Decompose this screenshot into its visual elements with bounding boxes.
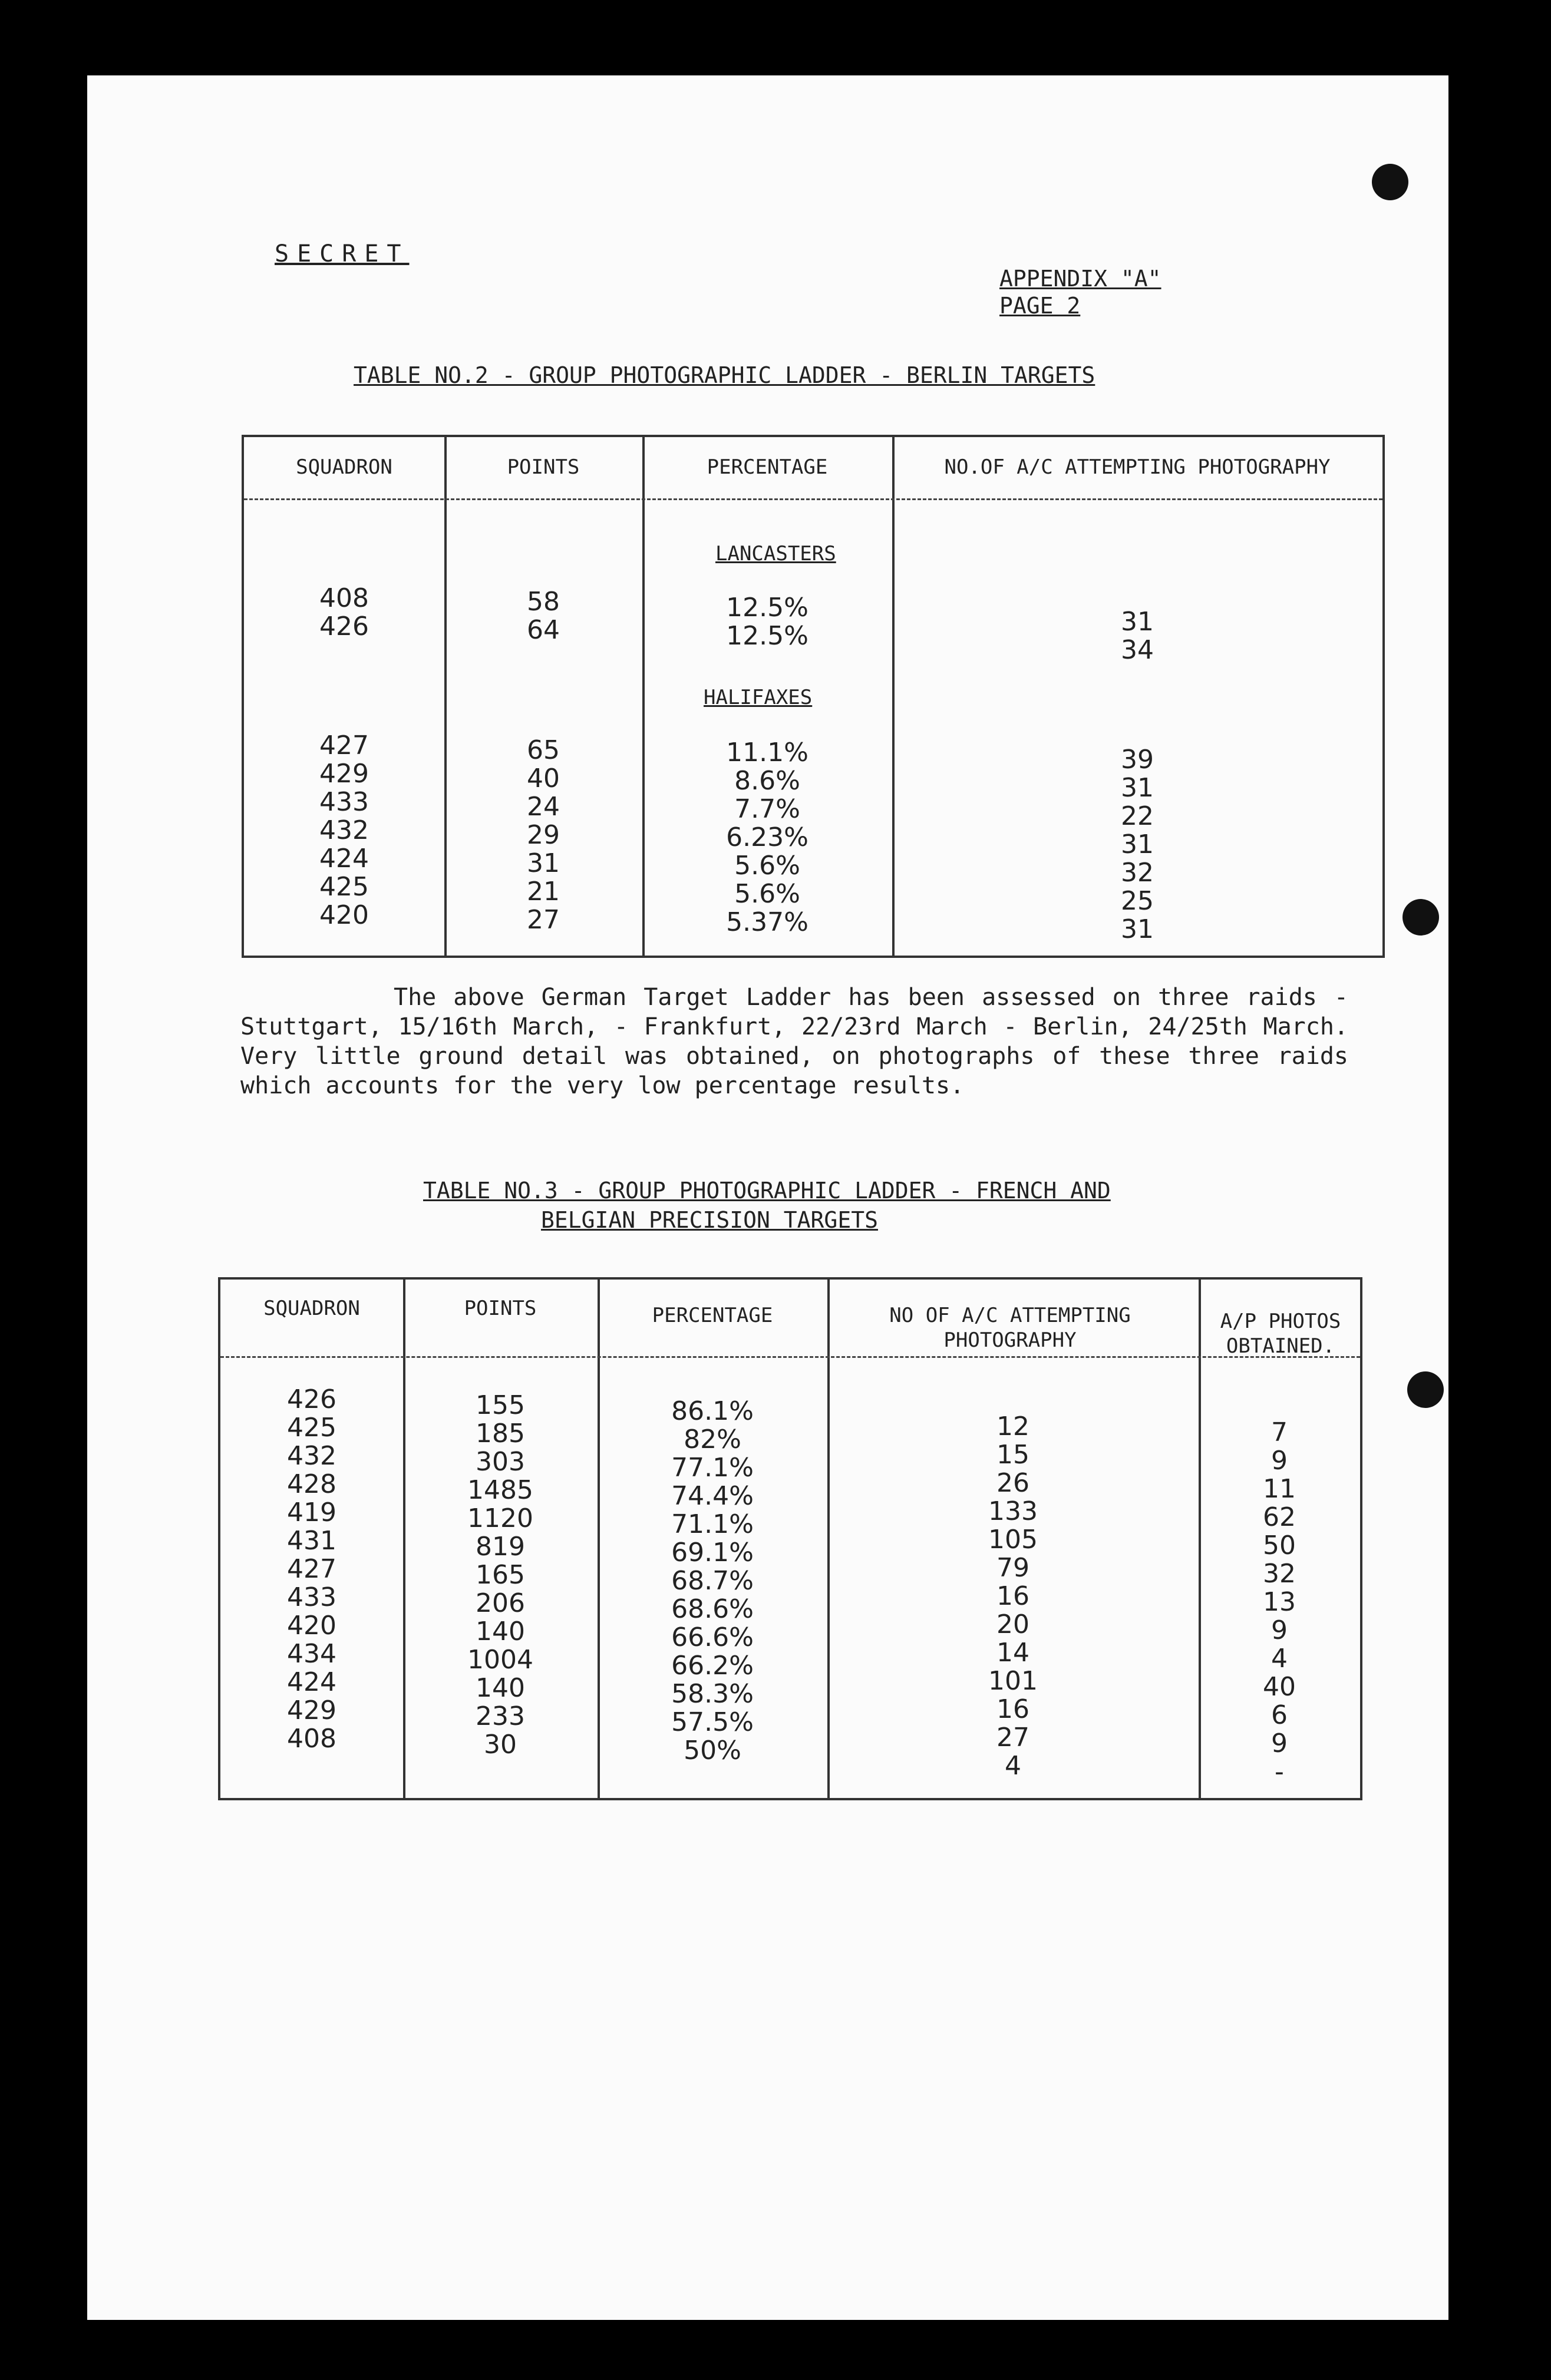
- cell-squadron: 420: [319, 900, 369, 930]
- cell-squadron: 432: [287, 1441, 336, 1471]
- cell-points: 24: [527, 792, 560, 822]
- cell-attempting: 20: [996, 1609, 1029, 1639]
- cell-photos: -: [1275, 1757, 1284, 1787]
- attempting-column: [827, 1413, 1199, 1780]
- cell-squadron: 408: [287, 1724, 336, 1754]
- cell-squadron: 432: [319, 815, 369, 845]
- cell-squadron: 426: [287, 1384, 336, 1414]
- appendix-label: [999, 265, 1161, 319]
- punch-hole: [1402, 899, 1439, 936]
- cell-photos: 50: [1263, 1531, 1296, 1561]
- cell-points: 1485: [467, 1475, 533, 1505]
- col-percentage: PERCENTAGE: [652, 1304, 773, 1327]
- cell-percentage: 58.3%: [671, 1679, 754, 1709]
- cell-attempting: 15: [996, 1440, 1029, 1470]
- cell-attempting: 12: [996, 1412, 1029, 1442]
- cell-percentage: 6.23%: [726, 822, 808, 852]
- cell-points: 31: [527, 848, 560, 878]
- assessment-paragraph: The above German Target Ladder has been assessed on three raids - Stuttgart, 15/16th March, - Frankfurt, 22/23rd March - Berlin, 24/25th March. Very little ground detail was obtained, on photographs of these three raids which accounts for the very low percentage results.: [240, 984, 1348, 1099]
- cell-attempting: 34: [1121, 635, 1154, 665]
- cell-squadron: 428: [287, 1469, 336, 1499]
- points-column: [444, 588, 642, 644]
- cell-percentage: 82%: [684, 1424, 741, 1455]
- cell-points: 27: [527, 905, 560, 935]
- cell-squadron: 425: [319, 872, 369, 902]
- col-attempting: NO.OF A/C ATTEMPTING PHOTOGRAPHY: [944, 455, 1331, 479]
- classification-header: SECRET: [275, 240, 410, 267]
- percentage-column: [642, 594, 892, 650]
- col-points: POINTS: [464, 1297, 537, 1320]
- cell-percentage: 68.6%: [671, 1594, 754, 1624]
- cell-percentage: 5.6%: [734, 851, 800, 881]
- points-column: [403, 1391, 598, 1759]
- cell-points: 233: [476, 1701, 525, 1731]
- cell-points: 185: [476, 1419, 525, 1449]
- col-points: POINTS: [507, 455, 580, 479]
- cell-photos: 9: [1271, 1615, 1288, 1645]
- cell-squadron: 431: [287, 1526, 336, 1556]
- cell-points: 1120: [467, 1503, 533, 1533]
- cell-percentage: 7.7%: [734, 794, 800, 824]
- cell-photos: 4: [1271, 1644, 1288, 1674]
- cell-attempting: 31: [1121, 773, 1154, 803]
- cell-attempting: 16: [996, 1694, 1029, 1724]
- cell-attempting: 101: [988, 1666, 1038, 1696]
- cell-attempting: 133: [988, 1496, 1038, 1526]
- col-attempting: NO OF A/C ATTEMPTING PHOTOGRAPHY: [889, 1304, 1131, 1352]
- cell-attempting: 31: [1121, 607, 1154, 637]
- cell-attempting: 27: [996, 1723, 1029, 1753]
- cell-photos: 9: [1271, 1446, 1288, 1476]
- table3-title-line1: TABLE NO.3 - GROUP PHOTOGRAPHIC LADDER - FRENCH AND: [423, 1178, 1111, 1204]
- col-photos: A/P PHOTOS OBTAINED.: [1220, 1310, 1341, 1358]
- group-label-halifaxes: HALIFAXES: [704, 686, 813, 709]
- cell-attempting: 32: [1121, 858, 1154, 888]
- cell-points: 21: [527, 877, 560, 907]
- cell-points: 140: [476, 1617, 525, 1647]
- photos-column: [1199, 1419, 1360, 1786]
- cell-points: 303: [476, 1447, 525, 1477]
- table2-title: TABLE NO.2 - GROUP PHOTOGRAPHIC LADDER - BERLIN TARGETS: [354, 362, 1095, 388]
- cell-percentage: 68.7%: [671, 1566, 754, 1596]
- cell-percentage: 71.1%: [671, 1509, 754, 1539]
- cell-percentage: 5.37%: [726, 907, 808, 937]
- cell-squadron: 427: [319, 730, 369, 761]
- cell-attempting: 79: [996, 1553, 1029, 1583]
- cell-percentage: 86.1%: [671, 1396, 754, 1426]
- cell-attempting: 26: [996, 1468, 1029, 1498]
- col-squadron: SQUADRON: [296, 455, 392, 479]
- squadron-column: [220, 1386, 403, 1753]
- cell-squadron: 429: [319, 759, 369, 789]
- cell-points: 155: [476, 1390, 525, 1420]
- cell-attempting: 4: [1005, 1751, 1021, 1781]
- cell-squadron: 424: [319, 844, 369, 874]
- group-label-lancasters: LANCASTERS: [715, 542, 836, 566]
- attempting-column: [892, 746, 1382, 944]
- cell-attempting: 22: [1121, 801, 1154, 831]
- cell-percentage: 5.6%: [734, 879, 800, 909]
- page-number: PAGE 2: [999, 293, 1081, 319]
- cell-points: 819: [476, 1532, 525, 1562]
- cell-photos: 62: [1263, 1502, 1296, 1532]
- cell-attempting: 31: [1121, 829, 1154, 860]
- cell-attempting: 39: [1121, 745, 1154, 775]
- cell-photos: 9: [1271, 1728, 1288, 1758]
- cell-points: 30: [484, 1730, 517, 1760]
- cell-photos: 40: [1263, 1672, 1296, 1702]
- cell-photos: 7: [1271, 1417, 1288, 1447]
- percentage-column: [598, 1397, 827, 1765]
- cell-percentage: 57.5%: [671, 1707, 754, 1737]
- cell-points: 64: [527, 615, 560, 645]
- cell-attempting: 105: [988, 1525, 1038, 1555]
- cell-photos: 32: [1263, 1559, 1296, 1589]
- attempting-column: [892, 608, 1382, 665]
- cell-squadron: 433: [287, 1582, 336, 1612]
- punch-hole: [1407, 1371, 1444, 1408]
- cell-squadron: 419: [287, 1498, 336, 1528]
- cell-squadron: 424: [287, 1667, 336, 1697]
- cell-percentage: 12.5%: [726, 593, 808, 623]
- cell-percentage: 77.1%: [671, 1453, 754, 1483]
- cell-attempting: 14: [996, 1638, 1029, 1668]
- cell-percentage: 12.5%: [726, 621, 808, 651]
- document-page: [87, 75, 1448, 2320]
- cell-points: 1004: [467, 1645, 533, 1675]
- cell-attempting: 31: [1121, 914, 1154, 944]
- cell-points: 65: [527, 735, 560, 765]
- appendix-line: APPENDIX "A": [999, 266, 1161, 292]
- cell-percentage: 66.6%: [671, 1622, 754, 1652]
- cell-squadron: 408: [319, 583, 369, 613]
- cell-squadron: 420: [287, 1611, 336, 1641]
- cell-squadron: 427: [287, 1554, 336, 1584]
- percentage-column: [642, 739, 892, 937]
- cell-attempting: 25: [1121, 886, 1154, 916]
- squadron-column: [244, 584, 444, 641]
- table2: [242, 435, 1385, 958]
- cell-squadron: 429: [287, 1695, 336, 1726]
- cell-percentage: 74.4%: [671, 1481, 754, 1511]
- cell-points: 165: [476, 1560, 525, 1590]
- cell-percentage: 8.6%: [734, 766, 800, 796]
- cell-points: 206: [476, 1588, 525, 1618]
- cell-percentage: 11.1%: [726, 738, 808, 768]
- col-squadron: SQUADRON: [263, 1297, 360, 1320]
- cell-percentage: 50%: [684, 1736, 741, 1766]
- cell-points: 58: [527, 587, 560, 617]
- cell-photos: 6: [1271, 1700, 1288, 1730]
- punch-hole: [1372, 164, 1408, 200]
- cell-squadron: 425: [287, 1413, 336, 1443]
- cell-attempting: 16: [996, 1581, 1029, 1611]
- cell-squadron: 426: [319, 611, 369, 642]
- cell-photos: 11: [1263, 1474, 1296, 1504]
- cell-points: 140: [476, 1673, 525, 1703]
- cell-percentage: 66.2%: [671, 1651, 754, 1681]
- table3: [218, 1277, 1362, 1800]
- cell-photos: 13: [1263, 1587, 1296, 1617]
- cell-squadron: 433: [319, 787, 369, 817]
- cell-points: 40: [527, 763, 560, 794]
- table3-title-line2: BELGIAN PRECISION TARGETS: [541, 1207, 878, 1233]
- header-rule: [220, 1356, 1360, 1358]
- cell-percentage: 69.1%: [671, 1538, 754, 1568]
- col-percentage: PERCENTAGE: [707, 455, 828, 479]
- header-rule: [244, 498, 1382, 500]
- table3-title: [423, 1176, 1111, 1235]
- points-column: [444, 736, 642, 934]
- cell-points: 29: [527, 820, 560, 850]
- cell-squadron: 434: [287, 1639, 336, 1669]
- squadron-column: [244, 732, 444, 930]
